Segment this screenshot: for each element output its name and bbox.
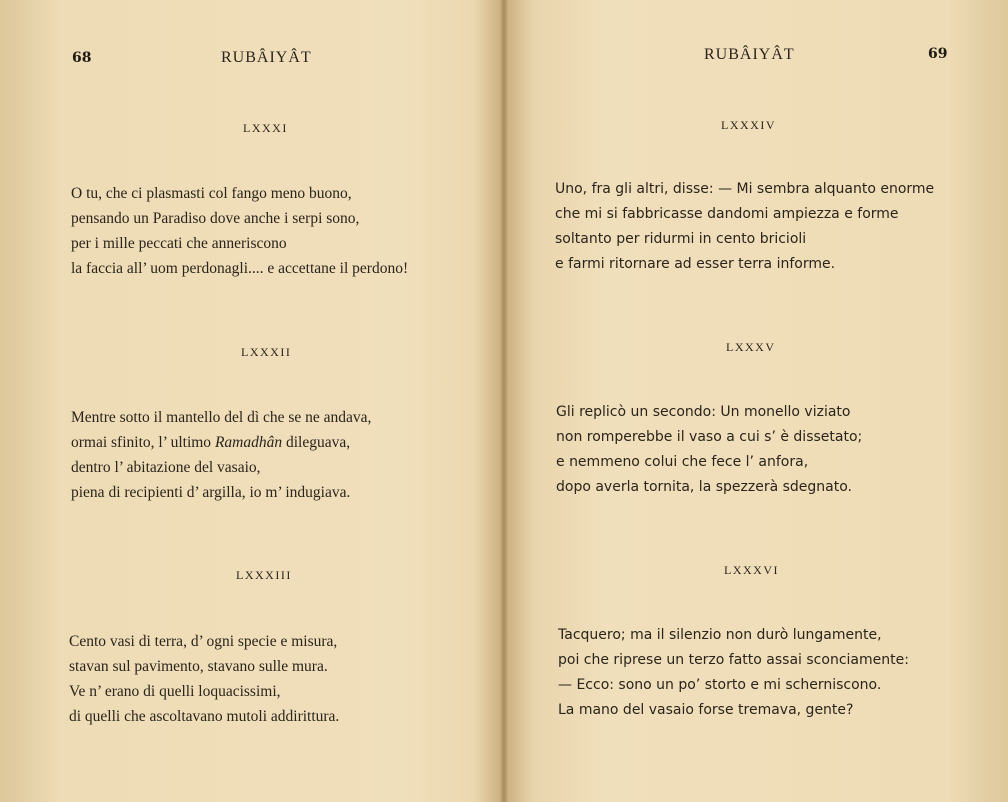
verse-line: piena di recipienti d’ argilla, io m’ indugiava.: [71, 484, 351, 501]
verse-line: Ve n’ erano di quelli loquacissimi,: [69, 683, 281, 700]
stanza-numeral-lxxxiii: LXXXIII: [236, 568, 292, 582]
stanza-lxxxiii: [69, 629, 339, 729]
stanza-numeral-lxxxi: LXXXI: [243, 121, 288, 135]
verse-line: che mi si fabbricasse dandomi ampiezza e forme: [555, 206, 899, 222]
verse-line: di quelli che ascoltavano mutoli addirittura.: [69, 708, 340, 725]
verse-line: e nemmeno colui che fece l’ anfora,: [556, 454, 809, 470]
right-page-number: 69: [928, 46, 948, 62]
left-running-head: RUBÂIYÂT: [221, 49, 312, 66]
verse-line: la faccia all’ uom perdonagli.... e accettane il perdono!: [71, 260, 409, 277]
stanza-numeral-lxxxiv: LXXXIV: [721, 118, 776, 132]
verse-line: pensando un Paradiso dove anche i serpi sono,: [71, 210, 360, 227]
left-page: [0, 0, 503, 802]
verse-line: Gli replicò un secondo: Un monello viziato: [556, 404, 851, 420]
stanza-lxxxv: [556, 400, 862, 500]
stanza-numeral-lxxxvi: LXXXVI: [724, 563, 779, 577]
verse-line: per i mille peccati che anneriscono: [71, 235, 287, 252]
stanza-numeral-lxxxii: LXXXII: [241, 345, 292, 359]
verse-line: soltanto per ridurmi in cento bricioli: [555, 231, 807, 247]
verse-line: O tu, che ci plasmasti col fango meno buono,: [71, 185, 352, 202]
right-running-head: RUBÂIYÂT: [704, 46, 795, 63]
verse-line: poi che riprese un terzo fatto assai sconciamente:: [558, 652, 909, 668]
verse-line: e farmi ritornare ad esser terra informe.: [555, 256, 836, 272]
left-page-number: 68: [72, 50, 92, 66]
stanza-lxxxvi: [558, 623, 909, 723]
italic-word-ramadhan: Ramadhân: [214, 434, 283, 451]
stanza-lxxxiv: [555, 177, 934, 277]
verse-fragment: ormai sfinito, l’ ultimo: [71, 434, 215, 451]
stanza-lxxxi: [71, 181, 408, 281]
right-page: [505, 0, 1008, 802]
verse-line: Cento vasi di terra, d’ ogni specie e misura,: [69, 633, 338, 650]
verse-line: dopo averla tornita, la spezzerà sdegnato.: [556, 479, 853, 495]
verse-line-with-italic: [71, 430, 371, 455]
stanza-lxxxii: [71, 405, 371, 505]
verse-line: — Ecco: sono un po’ storto e mi scherniscono.: [558, 677, 882, 693]
verse-line: Uno, fra gli altri, disse: — Mi sembra alquanto enorme: [555, 181, 935, 197]
stanza-numeral-lxxxv: LXXXV: [726, 340, 776, 354]
verse-fragment: dileguava,: [282, 434, 351, 451]
verse-line: La mano del vasaio forse tremava, gente?: [558, 702, 854, 718]
verse-line: dentro l’ abitazione del vasaio,: [71, 459, 261, 476]
verse-line: Tacquero; ma il silenzio non durò lungamente,: [558, 627, 882, 643]
verse-line: Mentre sotto il mantello del dì che se ne andava,: [71, 409, 372, 426]
verse-line: non romperebbe il vaso a cui s’ è dissetato;: [556, 429, 863, 445]
verse-line: stavan sul pavimento, stavano sulle mura.: [69, 658, 328, 675]
